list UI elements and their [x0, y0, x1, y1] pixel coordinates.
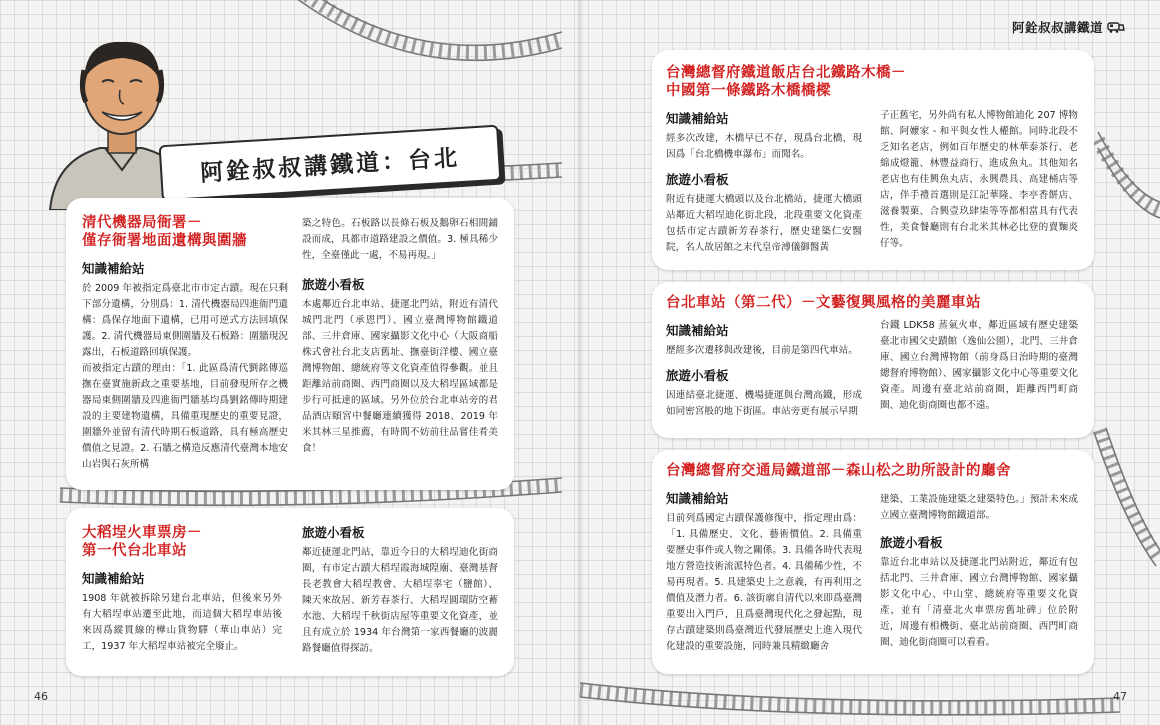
card-dadaocheng-station-title	[82, 524, 282, 560]
travel-text-continued: 台鐵 LDK58 蒸氣火車，鄰近區域有歷史建築臺北市國父史蹟館（逸仙公園），北門、三井倉庫、國立台灣博物館（前身爲日治時期的臺灣總督府博物館）、國家攝影文化中心等重要文化資產。周邊有臺北站前商圈，距離西門町商圈、迪化街商圈也都不遠。	[880, 320, 1078, 411]
knowledge-text-continued: 建築、工業設施建築之建築特色。」預計未來成立國立臺灣博物館鐵道部。	[880, 494, 1078, 521]
knowledge-heading: 知識補給站	[666, 491, 729, 506]
knowledge-heading: 知識補給站	[666, 323, 729, 338]
knowledge-heading: 知識補給站	[82, 261, 145, 276]
knowledge-heading: 知識補給站	[666, 111, 729, 126]
card-title-line1: 清代機器局衙署－	[82, 215, 202, 231]
knowledge-text: 經多次改建，木橋早已不存，現爲台北橋，現因爲「台北橋機車瀑布」而聞名。	[666, 133, 862, 160]
page-number-left: 46	[34, 690, 48, 703]
travel-text: 靠近台北車站以及捷運北門站附近，鄰近有包括北門、三井倉庫、國立台灣博物館、國家攝影文化中心、中山堂、總統府等重要文化資產，並有「清臺北火車票房舊址碑」位於附近，周邊有相機街、臺北站前商圈、西門町商圈、迪化街商圈可以看看。	[880, 557, 1078, 648]
card-title-line2: 中國第一條鐵路木橋橋樑	[666, 83, 831, 99]
travel-text: 鄰近捷運北門站，靠近今日的大稻埕迪化街商圈，有市定古蹟大稻埕霞海城隍廟、臺灣基督長老教會大稻埕教會、大稻埕辜宅（鹽館）、陳天來故居、新芳春茶行、大稻埕圓環防空蓄水池、大稻埕千秋街店屋等重要文化資產，並且有成立於 1934 年台灣第一家西餐廳的波麗路餐廳值得探訪。	[302, 547, 498, 654]
travel-heading: 旅遊小看板	[666, 368, 729, 383]
card-railway-wooden-bridge-title	[666, 64, 966, 100]
knowledge-text: 目前列爲國定古蹟保護修復中，指定理由爲：「1. 具備歷史、文化、藝術價值。2. 具備重要歷史事件或人物之關係。3. 具備各時代表現地方營造技術流派特色者。4. 具備稀少性，不易再現者。5. 具建築史上之意義，有再利用之價值及潛力者。6. 該街廓自清代以來即爲臺灣重要出入門戶，且爲臺灣現代化之發起點，現存古蹟建築則爲臺灣近代發展歷史上進入現代化建設的重要設施，同時兼具精緻廳舍	[666, 513, 862, 652]
card-title-line1: 大稻埕火車票房－	[82, 525, 202, 541]
travel-heading: 旅遊小看板	[880, 535, 943, 550]
card-title-line2: 第一代台北車站	[82, 543, 187, 559]
travel-text: 本處鄰近台北車站、捷運北門站，附近有清代城門北門（承恩門）、國立臺灣博物館鐵道部、三井倉庫、國家攝影文化中心（大阪商船株式會社台北支店舊址、撫臺街洋樓、國立臺灣博物館、總統府等文化資產值得參觀。並且距離站前商圈、西門商圈以及大稻埕區域都是步行可抵達的區域。另外位於台北車站旁的君品酒店頤宮中餐廳連續獲得 2018、2019 年米其林三星推薦，有時間不妨前往品嘗佳肴美食！	[302, 299, 498, 454]
train-icon	[1107, 21, 1125, 33]
card-railway-department-col2	[880, 492, 1078, 651]
knowledge-text: 1908 年就被拆除另建台北車站，但後來另外有大稻埕車站遷至此地，而這個大稻埕車站後來因爲縱貫線的樺山貨物驛（華山車站）完工，1937 年大稻埕車站被完全廢止。	[82, 593, 282, 652]
chapter-banner-title: 阿銓叔叔講鐵道：台北	[159, 125, 502, 202]
card-taipei-station-second-col2	[880, 318, 1078, 414]
knowledge-text-2: 而被指定古蹟的理由：「1. 此區爲清代劉銘傳巡撫在臺實施新政之重要基地，目前發現所存之機器局東側圍牆及四進衙門牆基均爲劉銘傳時期建設的主要建物遺構，具備重現歷史的重要見證，圍牆外並留有清代時期石板道路，具有極高歷史價值之見證。2. 石牆之構造反應清代臺灣本地安山岩與石灰所構	[82, 363, 288, 470]
card-machinery-bureau-col1	[82, 258, 288, 473]
card-machinery-bureau-title	[82, 214, 292, 250]
card-title-line1: 台灣總督府鐵道飯店台北鐵路木橋－	[666, 65, 906, 81]
knowledge-heading: 知識補給站	[82, 571, 145, 586]
card-taipei-station-second-col1	[666, 320, 862, 420]
card-dadaocheng-station-col2	[302, 522, 498, 657]
travel-heading: 旅遊小看板	[666, 172, 729, 187]
card-railway-wooden-bridge-col2	[880, 108, 1078, 252]
card-dadaocheng-station-col1	[82, 568, 282, 655]
card-machinery-bureau-col2	[302, 216, 498, 457]
card-title-line2: 僅存衙署地面遺構與圍牆	[82, 233, 247, 249]
series-header	[1012, 18, 1125, 36]
card-railway-department-col1	[666, 488, 862, 655]
book-spine	[578, 0, 584, 725]
knowledge-text-continued: 築之特色。石板路以長條石板及鵝卵石相間鋪設而成，具都市道路建設之價值。3. 極具稀少性，全臺僅此一處，不易再現。」	[302, 218, 498, 261]
card-taipei-station-second-title: 台北車站（第二代）－文藝復興風格的美麗車站	[666, 295, 981, 311]
knowledge-text: 歷經多次遷移與改建後，目前是第四代車站。	[666, 345, 858, 356]
travel-text: 因連結臺北捷運、機場捷運與台灣高鐵，形成如同密宮般的地下街區。車站旁更有展示早期	[666, 390, 862, 417]
travel-text: 附近有捷運大橋頭以及台北橋站，捷運大橋頭站鄰近大稻埕迪化街北段，北段重要文化資產包括市定古蹟新芳春茶行，歷史建築仁安醫院，名人故居館之末代皇帝溥儀御醫黃	[666, 194, 862, 253]
knowledge-text: 於 2009 年被指定爲臺北市市定古蹟。現在只剩下部分遺構，分別爲：1. 清代機器局四進衙門遺構：爲保存地面下遺構，已用可逆式方法回填保護。2. 清代機器局東側圍牆及石板路：圍牆現況露出，石板道路回填保護。	[82, 283, 288, 358]
card-railway-wooden-bridge-col1	[666, 108, 862, 256]
card-railway-department-title: 台灣總督府交通局鐵道部－森山松之助所設計的廳舍	[666, 463, 1011, 479]
travel-text-continued: 子正舊宅，另外尚有私人博物館迪化 207 博物館、阿嬤家 - 和平與女性人權館。同時北段不乏知名老店，例如百年歷史的林華泰茶行、老綿成燈籠、林豐益商行、進成魚丸。其他知名老店也有佳興魚丸店、永興農具、高建桶店等店，伴手禮首選則是江記華隆、李亭香餅店、滋養製菓、合興壹玖肆柒等等都相當具有代表性，美食餐廳則有台北米其林必比登的賣麵炎仔等。	[880, 110, 1078, 249]
series-title: 阿銓叔叔講鐵道	[1012, 20, 1104, 35]
travel-heading: 旅遊小看板	[302, 525, 365, 540]
travel-heading: 旅遊小看板	[302, 277, 365, 292]
page-number-right: 47	[1113, 690, 1127, 703]
